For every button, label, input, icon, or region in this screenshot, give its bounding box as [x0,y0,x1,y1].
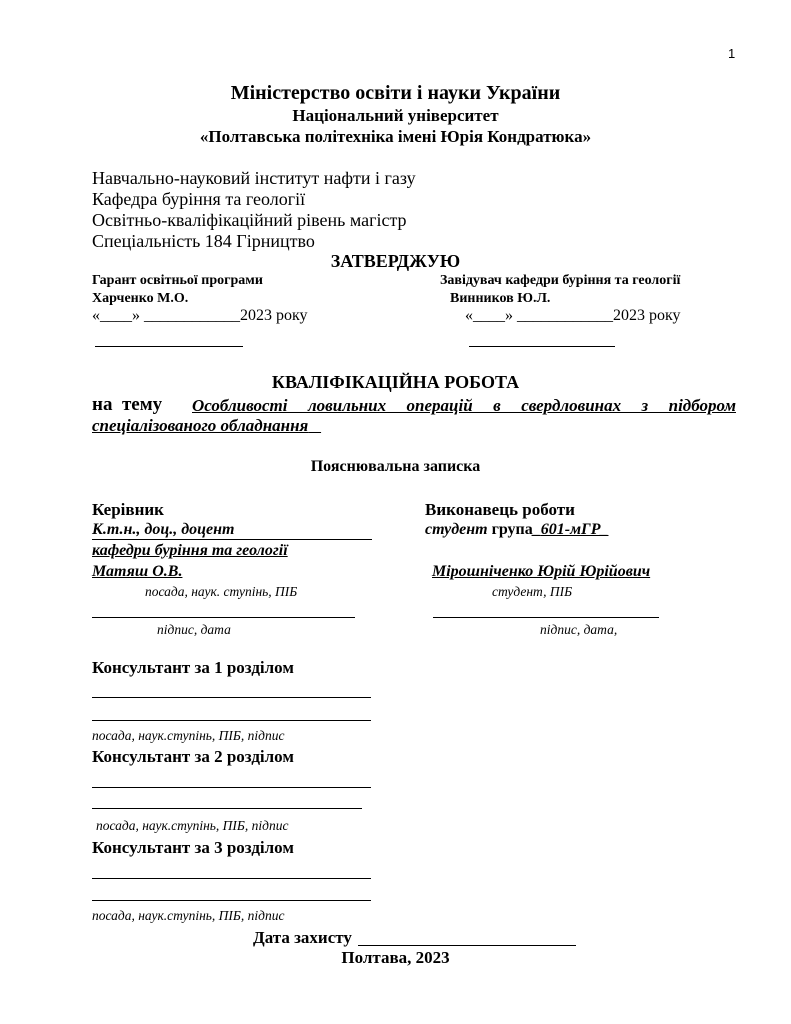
head-of-department-role: Завідувач кафедри буріння та геології [440,273,681,288]
guarantor-signature-line [95,346,243,347]
defense-date-line [358,945,576,946]
guarantor-date: «____» ____________2023 року [92,307,308,324]
department-text: Кафедра буріння та геології [92,189,306,209]
topic-line-2 [92,416,321,436]
level-text: Освітньо-кваліфікаційний рівень магістр [92,210,407,230]
institute-text: Навчально-науковий інститут нафти і газу [92,168,416,188]
executor-sign-caption: підпис, дата, [540,622,618,637]
topic-line-2-text: спеціалізованого обладнання [92,416,309,435]
executor-heading: Виконавець роботи [425,500,575,519]
consultant-2-line-1 [92,787,371,788]
page-number: 1 [728,46,736,61]
executor-name: Мірошніченко Юрій Юрійович [432,563,651,580]
university-line-2: «Полтавська політехніка імені Юрія Кондратюка» [199,127,592,146]
supervisor-heading: Керівник [92,500,164,519]
consultant-2-caption: посада, наук.ступінь, ПІБ, підпис [96,818,289,833]
group-value: _601-мГР_ [532,521,609,538]
supervisor-name: Матяш О.В. [92,563,183,580]
supervisor-sign-caption: підпис, дата [157,622,231,637]
consultant-1-line-1 [92,697,371,698]
ministry-title: Міністерство освіти і науки України [230,82,561,104]
head-signature-line [469,346,615,347]
university-line-1: Національний університет [292,106,499,125]
consultant-1-caption: посада, наук.ступінь, ПІБ, підпис [92,728,285,743]
head-of-department-name: Винников Ю.Л. [450,291,551,306]
consultant-3-heading: Консультант за 3 розділом [92,838,294,857]
group-label: група [491,521,533,538]
specialty-text: Спеціальність 184 Гірництво [92,231,315,251]
city-year: Полтава, 2023 [341,948,450,967]
executor-caption: студент, ПІБ [492,584,573,599]
consultant-3-line-1 [92,878,371,879]
approval-heading: ЗАТВЕРДЖУЮ [330,251,461,271]
explanatory-note-title: Пояснювальна записка [310,458,481,475]
executor-group-row [425,521,608,539]
consultant-3-line-2 [92,900,371,901]
supervisor-position-line-2: кафедри буріння та геології [92,542,288,559]
supervisor-signature-line [92,617,355,618]
head-of-department-date: «____» ____________2023 року [465,307,681,324]
defense-date-label: Дата захисту [253,928,352,947]
topic-line-1: Особливості ловильних операцій в свердловинах з підбором [192,396,736,415]
consultant-1-heading: Консультант за 1 розділом [92,658,294,677]
topic-label: на тему [92,394,163,415]
guarantor-name: Харченко М.О. [92,291,189,306]
consultant-2-line-2 [92,808,362,809]
student-label: студент [425,521,488,538]
work-title: КВАЛІФІКАЦІЙНА РОБОТА [271,372,520,392]
consultant-3-caption: посада, наук.ступінь, ПІБ, підпис [92,908,285,923]
executor-signature-line [433,617,659,618]
guarantor-role: Гарант освітньої програми [92,273,263,288]
consultant-1-line-2 [92,720,371,721]
supervisor-position-line-1: К.т.н., доц., доцент [92,521,372,540]
consultant-2-heading: Консультант за 2 розділом [92,747,294,766]
supervisor-caption: посада, наук. ступінь, ПІБ [145,584,298,599]
